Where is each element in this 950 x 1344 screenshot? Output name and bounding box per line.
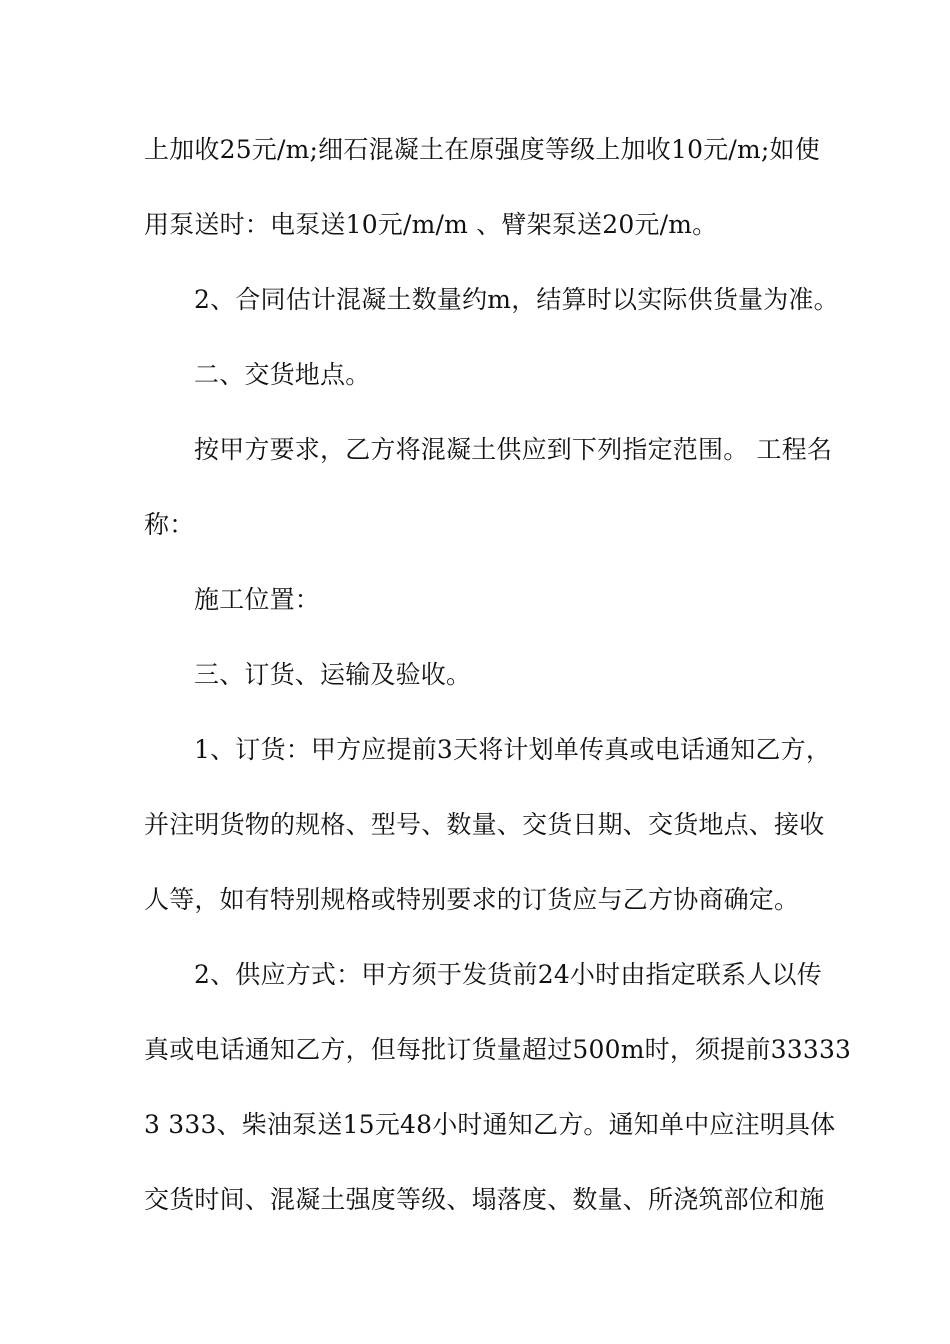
section-heading-delivery: 二、交货地点。: [194, 360, 371, 389]
text-line-6: 称：: [144, 510, 195, 539]
section-heading-ordering: 三、订货、运输及验收。: [194, 660, 472, 689]
text-line-10: 并注明货物的规格、型号、数量、交货日期、交货地点、接收: [144, 810, 825, 839]
text-line-3: 2、合同估计混凝土数量约m，结算时以实际供货量为准。: [194, 285, 839, 314]
text-line-5: 按甲方要求，乙方将混凝土供应到下列指定范围。 工程名: [194, 435, 833, 464]
text-line-9: 1、订货：甲方应提前3天将计划单传真或电话通知乙方，: [194, 735, 832, 764]
text-line-15: 交货时间、混凝土强度等级、塌落度、数量、所浇筑部位和施: [144, 1185, 825, 1214]
text-line-14: 3 333、柴油泵送15元48小时通知乙方。通知单中应注明具体: [144, 1110, 836, 1139]
text-line-1: 上加收25元/m;细石混凝土在原强度等级上加收10元/m;如使: [144, 135, 820, 164]
text-line-12: 2、供应方式：甲方须于发货前24小时由指定联系人以传: [194, 960, 822, 989]
text-line-2: 用泵送时：电泵送10元/m/m 、臂架泵送20元/m。: [144, 210, 718, 239]
text-line-7: 施工位置：: [194, 585, 321, 614]
text-line-11: 人等，如有特别规格或特别要求的订货应与乙方协商确定。: [144, 885, 800, 914]
text-line-13: 真或电话通知乙方，但每批订货量超过500m时，须提前33333: [144, 1035, 852, 1064]
